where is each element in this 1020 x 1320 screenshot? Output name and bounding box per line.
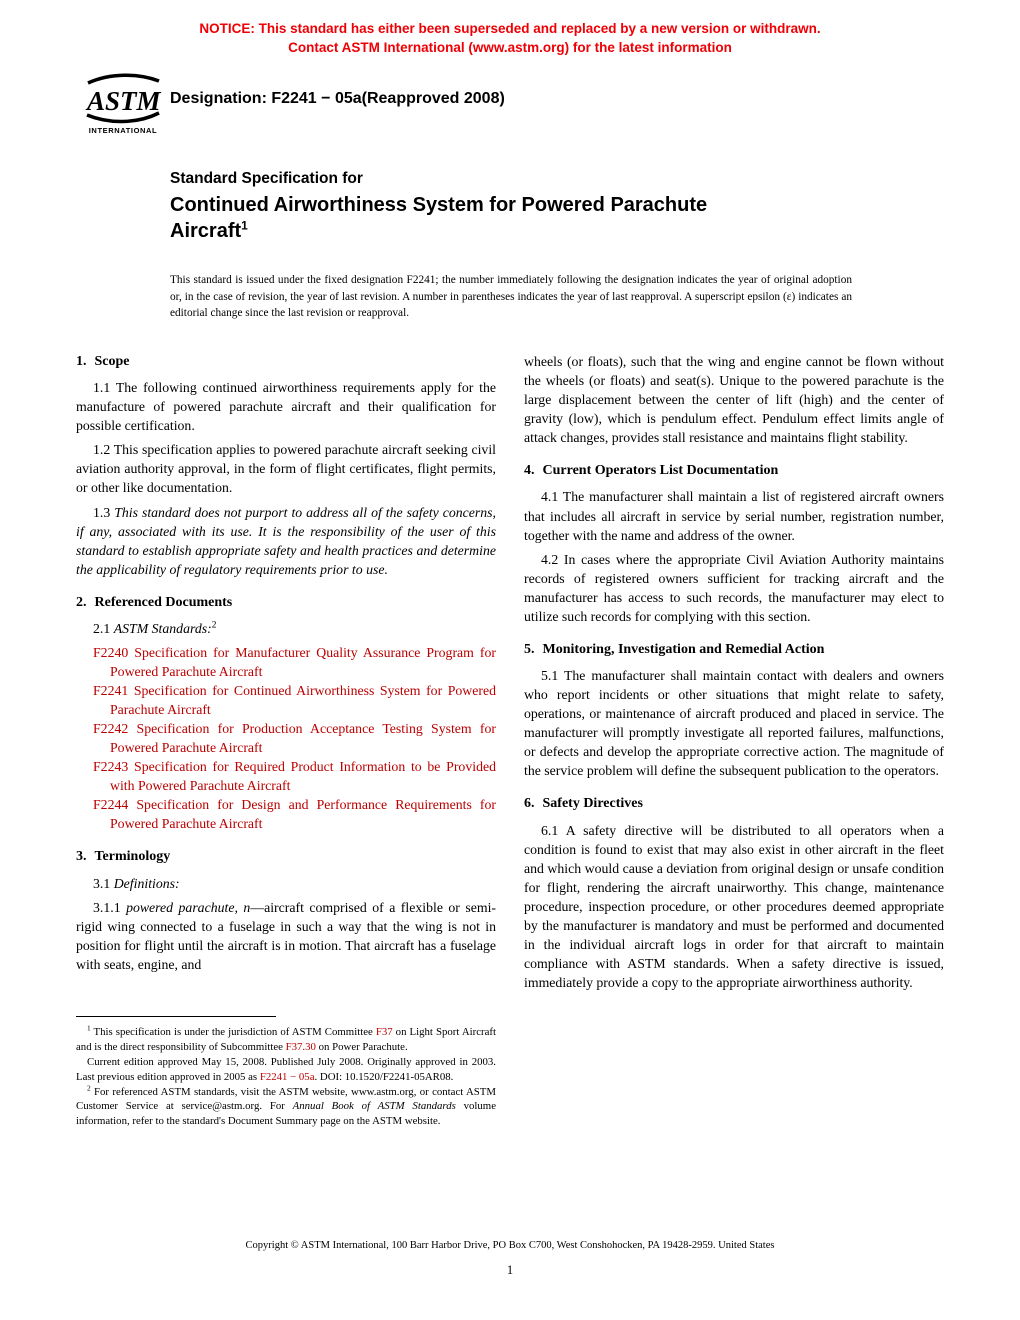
paragraph-2-1-number: 2.1 <box>93 620 111 636</box>
paragraph-1-3 <box>76 503 496 579</box>
paragraph-4-2: 4.2 In cases where the appropriate Civil Aviation Authority maintains records of registered owners sufficient for tracking aircraft and the manufacturer has access to such records, the manufacturer may elect to utilize such records for complying with this section. <box>524 551 944 624</box>
paragraph-4-1: 4.1 The manufacturer shall maintain a list of registered aircraft owners that includes all aircraft in service by serial number, registration number, together with the name and address of the owner. <box>524 489 944 543</box>
paragraph-2-1-text: ASTM Standards: <box>113 620 212 636</box>
body-columns <box>76 352 944 997</box>
supersession-notice <box>0 20 1020 58</box>
astm-logo-subtext: INTERNATIONAL <box>88 126 158 135</box>
section-6-number: 6. <box>524 796 535 812</box>
footnote-1-text-a: This specification is under the jurisdiction of ASTM Committee <box>90 1026 376 1038</box>
paragraph-1-1: 1.1 The following continued airworthiness requirements apply for the manufacture of powered parachute aircraft and their qualification for possible certification. <box>76 380 496 434</box>
section-4-number: 4. <box>524 463 535 479</box>
link-f2244[interactable]: F2244 <box>93 797 129 813</box>
paragraph-1-3-number: 1.3 <box>93 504 111 520</box>
designation-note: This standard is issued under the fixed designation F2241; the number immediately following the designation indicates the year of original adoption or, in the case of revision, the year of last revision. A number in parentheses indicates the year of last reapproval. A superscript epsilon (ε) indicates an editorial change since the last revision or reapproval. <box>170 274 852 320</box>
footnote-edition <box>76 1055 496 1085</box>
link-f2242[interactable]: F2242 <box>93 721 129 737</box>
reference-item-f2240 <box>76 643 496 681</box>
link-f2241-05a[interactable]: F2241 − 05a <box>259 1070 315 1083</box>
footnote-1-text-b: on Light Sport Aircraft and is the direct responsibility of Subcommittee <box>76 1026 496 1053</box>
astm-logo-mark <box>84 72 162 124</box>
footnote-divider <box>76 1016 276 1017</box>
link-f2243[interactable]: F2243 <box>93 759 129 775</box>
reference-f2241-title: Specification for Continued Airworthiness System for Powered Parachute Aircraft <box>110 683 497 718</box>
section-1-heading <box>76 352 496 371</box>
reference-item-f2243 <box>76 757 496 795</box>
paragraph-1-3-text: This standard does not purport to address all of the safety concerns, if any, associated with its use. It is the responsibility of the user of this standard to establish appropriate safety and health practices and determine the applicability of regulatory requirements prior to use. <box>76 504 496 577</box>
footnote-1-symbol: 1 <box>87 1023 91 1033</box>
reference-item-f2241 <box>76 681 496 719</box>
footnote-2-text-a: For referenced ASTM standards, visit the ASTM website, www.astm.org, or contact ASTM Customer Service at service@astm.org. For <box>76 1085 496 1113</box>
section-5-heading <box>524 640 944 659</box>
link-f37-30[interactable]: F37.30 <box>285 1040 316 1053</box>
paragraph-3-1-1-text: —aircraft comprised of a flexible or semi-rigid wing connected to a fuselage in such a way that the wing is not in position for flight until the aircraft is in motion. That aircraft has a fuselage with seats, engine, and <box>76 899 497 972</box>
footnote-2 <box>76 1082 496 1130</box>
paragraph-3-1-1-continued: wheels (or floats), such that the wing and engine cannot be flown without the wheels (or floats) and seat(s). Unique to the powered parachute is the large displacement between the center of lift (high) and the center of gravity (low), which is pendulum effect. Pendulum effect limits angle of attack changes, provides stall resistance and maintains flight stability. <box>524 354 944 446</box>
notice-line-1: NOTICE: This standard has either been superseded and replaced by a new version or withdrawn. <box>199 21 821 36</box>
link-f2240[interactable]: F2240 <box>93 644 129 660</box>
notice-line-2: Contact ASTM International (www.astm.org) for the latest information <box>288 39 732 55</box>
title-line-2: Continued Airworthiness System for Powered Parachute <box>170 194 708 216</box>
title-line-3 <box>170 218 870 244</box>
edition-text-b: . DOI: 10.1520/F2241-05AR08. <box>314 1070 454 1083</box>
left-column <box>76 352 496 997</box>
section-3-number: 3. <box>76 849 87 865</box>
term-powered-parachute: powered parachute, n <box>126 899 251 915</box>
section-2-heading <box>76 593 496 612</box>
title-footnote-marker: 1 <box>241 218 248 233</box>
paragraph-3-1-number: 3.1 <box>93 875 111 891</box>
section-6-heading <box>524 794 944 813</box>
paragraph-6-1: 6.1 A safety directive will be distributed to all operators when a condition is found to exist that may also exist in other aircraft in the fleet and which would cause a deviation from original design or unsafe condition for flight, rendering the aircraft unairworthy. This change, maintenance procedure, inspection procedure, or other procedures deemed appropriate by the manufacturer is mandatory and must be performed and documented in the individual aircraft logs in order for that aircraft to maintain compliance with ASTM standards. When a safety directive is issued, immediately provide a copy to the appropriate airworthiness authority. <box>524 822 944 990</box>
section-5-title: Monitoring, Investigation and Remedial Action <box>542 641 825 657</box>
footnote-2-symbol: 2 <box>87 1082 91 1092</box>
reference-item-f2242 <box>76 719 496 757</box>
reference-item-f2244 <box>76 795 496 833</box>
designation-line: Designation: F2241 − 05a(Reapproved 2008) <box>170 90 505 107</box>
astm-logo <box>82 72 164 135</box>
logo-swoosh-top-icon <box>88 75 159 83</box>
reference-f2244-title: Specification for Design and Performance Requirements for Powered Parachute Aircraft <box>110 797 496 832</box>
section-3-title: Terminology <box>94 849 171 865</box>
paragraph-2-1 <box>76 619 496 638</box>
footnotes <box>76 1016 496 1129</box>
section-3-heading <box>76 847 496 866</box>
reference-f2240-title: Specification for Manufacturer Quality Assurance Program for Powered Parachute Aircraft <box>110 644 496 679</box>
paragraph-3-1-text: Definitions: <box>113 875 180 891</box>
section-1-number: 1. <box>76 354 87 369</box>
section-4-title: Current Operators List Documentation <box>542 463 779 479</box>
paragraph-3-1-1-number: 3.1.1 <box>93 899 121 915</box>
link-f2241[interactable]: F2241 <box>93 683 129 699</box>
title-kicker: Standard Specification for <box>170 170 363 187</box>
right-column <box>524 352 944 997</box>
footnote-2-book-title: Annual Book of ASTM Standards <box>292 1100 456 1113</box>
section-2-number: 2. <box>76 594 87 610</box>
footnote-2-ref-marker: 2 <box>211 620 217 631</box>
section-2-title: Referenced Documents <box>94 594 233 610</box>
footnote-2-text-b: volume information, refer to the standard's Document Summary page on the ASTM website. <box>76 1100 496 1128</box>
footnote-1-text-c: on Power Parachute. <box>315 1040 408 1053</box>
section-4-heading <box>524 461 944 480</box>
logo-astm-text: ASTM <box>87 86 161 116</box>
edition-text-a: Current edition approved May 15, 2008. Published July 2008. Originally approved in 2003. Last previous edition approved in 2005 as <box>76 1055 496 1083</box>
paragraph-1-2: 1.2 This specification applies to powered parachute aircraft seeking civil aviation authority approval, in the form of flight certificates, flight permits, or other like documentation. <box>76 442 496 496</box>
link-f37[interactable]: F37 <box>375 1026 393 1038</box>
section-6-title: Safety Directives <box>542 796 643 812</box>
paragraph-3-1 <box>76 874 496 893</box>
reference-f2243-title: Specification for Required Product Information to be Provided with Powered Parachute Aircraft <box>110 759 496 794</box>
section-5-number: 5. <box>524 641 535 657</box>
reference-f2242-title: Specification for Production Acceptance Testing System for Powered Parachute Aircraft <box>110 721 496 756</box>
paragraph-3-1-1 <box>76 898 496 974</box>
paragraph-5-1: 5.1 The manufacturer shall maintain contact with dealers and owners who report incidents or other situations that might relate to safety, operations, or maintenance of aircraft produced and placed in service. The manufacturer will promptly investigate all reported failures, malfunctions, or defects and develop the appropriate corrective action. The magnitude of the service problem will define the subsequent publication to the operators. <box>524 668 944 779</box>
title-aircraft: Aircraft <box>170 220 242 243</box>
page-number: 1 <box>506 1263 514 1277</box>
title-block <box>170 170 870 245</box>
copyright-line: Copyright © ASTM International, 100 Barr Harbor Drive, PO Box C700, West Conshohocken, PA 19428-2959. United States <box>245 1240 775 1251</box>
section-1-title: Scope <box>94 354 130 369</box>
footnote-1 <box>76 1025 496 1055</box>
